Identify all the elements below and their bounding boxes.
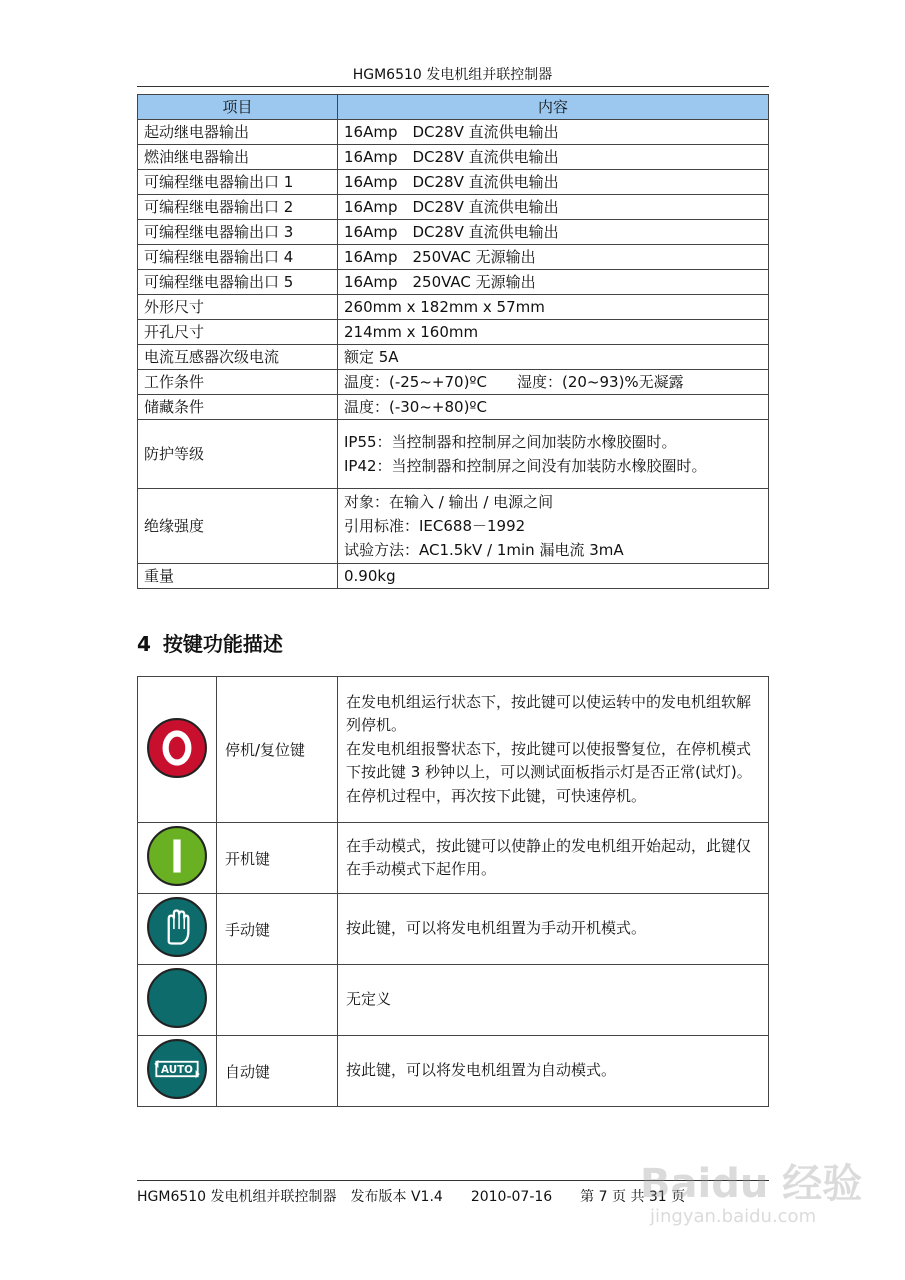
spec-content [338, 345, 769, 370]
key-row [138, 965, 769, 1036]
spec-item: 重量 [138, 564, 338, 589]
hand-icon [146, 896, 208, 962]
key-icon-cell [138, 823, 217, 894]
stop-reset-icon [146, 717, 208, 783]
watermark-logo: Baidu 经验 [640, 1161, 863, 1207]
spec-content [338, 370, 769, 395]
spec-item: 防护等级 [138, 420, 338, 489]
spec-content [338, 270, 769, 295]
key-icon-cell [138, 965, 217, 1036]
spec-content [338, 220, 769, 245]
spec-content [338, 120, 769, 145]
spec-content [338, 195, 769, 220]
blank-icon [146, 967, 208, 1033]
page-footer: HGM6510 发电机组并联控制器 发布版本 V1.4 2010-07-16 第 7 页 共 31 页 [137, 1189, 686, 1205]
svg-text:AUTO: AUTO [161, 1064, 193, 1077]
spec-item: 电流互感器次级电流 [138, 345, 338, 370]
spec-content-line: 温度：(-25~+70)ºC 湿度：(20~93)%无凝露 [344, 373, 684, 391]
key-description: 按此键，可以将发电机组置为自动模式。 [338, 1036, 769, 1107]
spec-table [137, 94, 769, 589]
spec-item: 绝缘强度 [138, 489, 338, 564]
key-row [138, 823, 769, 894]
spec-content-line: 16Amp DC28V 直流供电输出 [344, 198, 559, 216]
page-header: HGM6510 发电机组并联控制器 [352, 67, 553, 83]
spec-content [338, 295, 769, 320]
spec-item: 可编程继电器输出口 1 [138, 170, 338, 195]
spec-content [338, 564, 769, 589]
spec-row [138, 564, 769, 589]
spec-item: 外形尺寸 [138, 295, 338, 320]
spec-row [138, 170, 769, 195]
spec-content-line: 214mm x 160mm [344, 323, 479, 341]
header-rule [137, 86, 769, 87]
key-description: 在手动模式，按此键可以使静止的发电机组开始起动，此键仅在手动模式下起作用。 [338, 823, 769, 894]
spec-table-header [138, 95, 769, 120]
spec-content-line: 16Amp DC28V 直流供电输出 [344, 148, 559, 166]
spec-row [138, 295, 769, 320]
key-name: 停机/复位键 [217, 677, 338, 823]
spec-item: 燃油继电器输出 [138, 145, 338, 170]
spec-content [338, 145, 769, 170]
spec-row [138, 370, 769, 395]
key-row [138, 677, 769, 823]
key-row [138, 1036, 769, 1107]
spec-content-line: 0.90kg [344, 567, 396, 585]
spec-row [138, 489, 769, 564]
auto-icon [146, 1038, 208, 1104]
spec-content-line: 对象：在输入 / 输出 / 电源之间 [344, 493, 554, 511]
spec-content [338, 320, 769, 345]
spec-item: 可编程继电器输出口 5 [138, 270, 338, 295]
spec-content [338, 245, 769, 270]
spec-item: 开孔尺寸 [138, 320, 338, 345]
spec-item: 可编程继电器输出口 3 [138, 220, 338, 245]
keys-table [137, 676, 769, 1107]
spec-content-line: 16Amp 250VAC 无源输出 [344, 248, 536, 266]
spec-item: 工作条件 [138, 370, 338, 395]
start-icon [146, 825, 208, 891]
spec-row [138, 145, 769, 170]
spec-content [338, 489, 769, 564]
spec-content-line: 额定 5A [344, 348, 399, 366]
spec-item: 可编程继电器输出口 2 [138, 195, 338, 220]
spec-content [338, 420, 769, 489]
spec-row [138, 195, 769, 220]
key-description: 在发电机组运行状态下，按此键可以使运转中的发电机组软解列停机。 在发电机组报警状态下，按此键可以使报警复位，在停机模式下按此键 3 秒钟以上，可以测试面板指示灯是否正常(试灯)。 在停机过程中，再次按下此键，可快速停机。 [338, 677, 769, 823]
key-description: 按此键，可以将发电机组置为手动开机模式。 [338, 894, 769, 965]
key-icon-cell [138, 677, 217, 823]
key-name: 开机键 [217, 823, 338, 894]
key-description: 无定义 [338, 965, 769, 1036]
key-row [138, 894, 769, 965]
spec-row [138, 345, 769, 370]
spec-item: 起动继电器输出 [138, 120, 338, 145]
spec-content-line: IP42：当控制器和控制屏之间没有加装防水橡胶圈时。 [344, 457, 707, 475]
spec-item: 可编程继电器输出口 4 [138, 245, 338, 270]
section-title [137, 628, 283, 657]
spec-content-line: 温度：(-30~+80)ºC [344, 398, 487, 416]
spec-item: 储藏条件 [138, 395, 338, 420]
spec-content [338, 395, 769, 420]
key-name: 手动键 [217, 894, 338, 965]
spec-content-line: 16Amp DC28V 直流供电输出 [344, 173, 559, 191]
key-icon-cell [138, 894, 217, 965]
col-header-item: 项目 [138, 95, 338, 120]
key-name: 自动键 [217, 1036, 338, 1107]
key-name [217, 965, 338, 1036]
spec-content-line: 16Amp DC28V 直流供电输出 [344, 223, 559, 241]
spec-content [338, 170, 769, 195]
watermark [640, 1140, 865, 1250]
spec-content-line: 试验方法：AC1.5kV / 1min 漏电流 3mA [344, 541, 624, 559]
section-heading: 按键功能描述 [162, 632, 283, 656]
spec-row [138, 220, 769, 245]
watermark-url: jingyan.baidu.com [650, 1206, 817, 1227]
spec-content-line: 16Amp 250VAC 无源输出 [344, 273, 536, 291]
spec-row [138, 270, 769, 295]
col-header-content: 内容 [338, 95, 769, 120]
spec-row [138, 395, 769, 420]
spec-content-line: IP55：当控制器和控制屏之间加装防水橡胶圈时。 [344, 433, 677, 451]
spec-row [138, 120, 769, 145]
key-icon-cell [138, 1036, 217, 1107]
section-number: 4 [137, 632, 151, 656]
spec-content-line: 260mm x 182mm x 57mm [344, 298, 545, 316]
spec-row [138, 320, 769, 345]
spec-row [138, 245, 769, 270]
spec-content-line: 引用标准：IEC688－1992 [344, 517, 526, 535]
spec-content-line: 16Amp DC28V 直流供电输出 [344, 123, 559, 141]
spec-row [138, 420, 769, 489]
